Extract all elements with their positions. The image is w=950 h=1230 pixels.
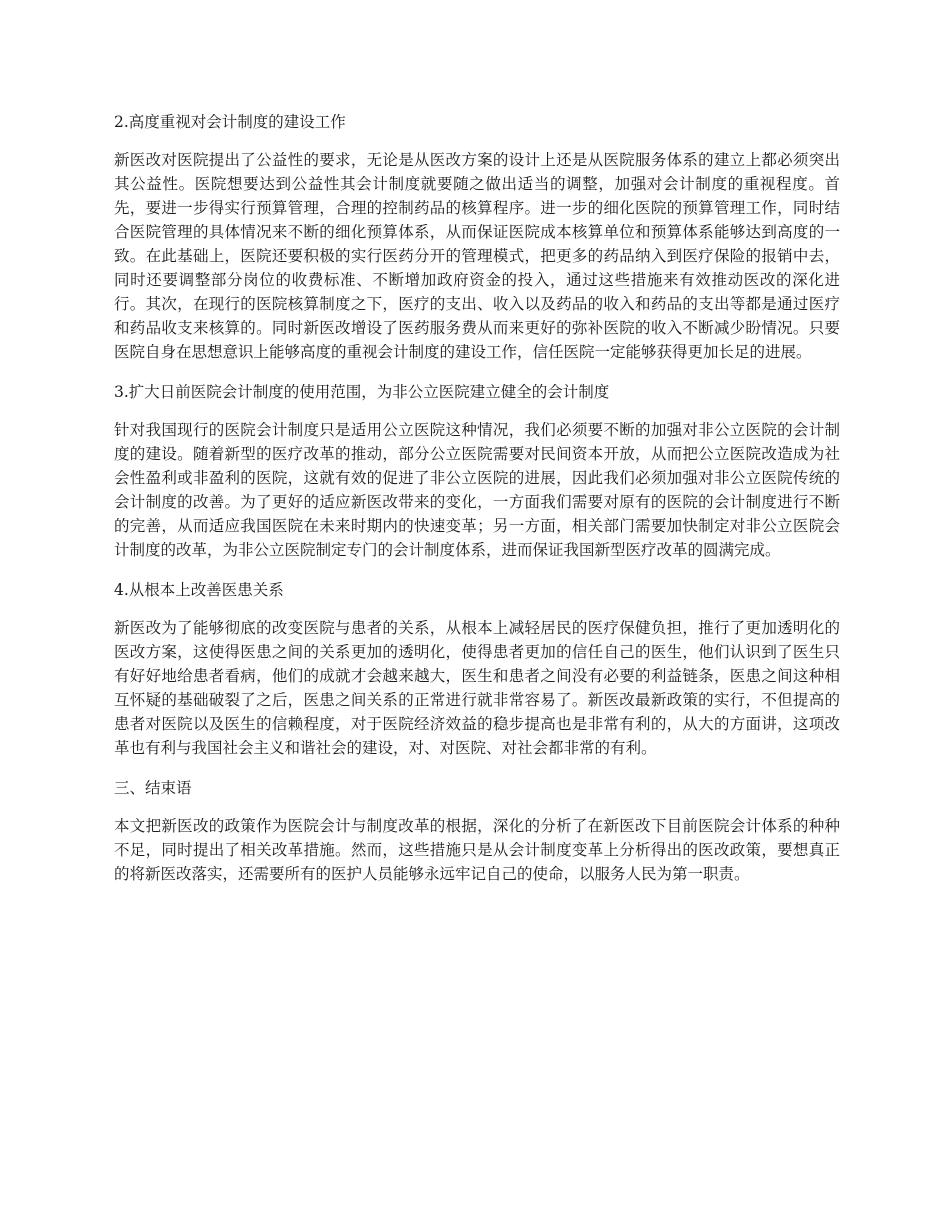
section-heading: 2.高度重视对会计制度的建设工作 (114, 113, 346, 131)
section-heading: 3.扩大日前医院会计制度的使用范围，为非公立医院建立健全的会计制度 (114, 383, 610, 401)
section-doctor-patient-relations (114, 578, 840, 760)
section-conclusion (114, 776, 840, 886)
section-accounting-system-construction (114, 110, 840, 364)
section-expand-scope (114, 380, 840, 562)
document-body (114, 110, 840, 902)
section-heading: 三、结束语 (114, 779, 192, 797)
section-paragraph: 针对我国现行的医院会计制度只是适用公立医院这种情况，我们必须要不断的加强对非公立医院的会计制度的建设。随着新型的医疗改革的推动，部分公立医院需要对民间资本开放，从而把公立医院改造成为社会性盈利或非盈利的医院，这就有效的促进了非公立医院的进展，因此我们必须加强对非公立医院传统的会计制度的改善。为了更好的适应新医改带来的变化，一方面我们需要对原有的医院的会计制度进行不断的完善，从而适应我国医院在未来时期内的快速变革；另一方面，相关部门需要加快制定对非公立医院会计制度的改革，为非公立医院制定专门的会计制度体系，进而保证我国新型医疗改革的圆满完成。 (114, 421, 840, 559)
section-paragraph: 本文把新医改的政策作为医院会计与制度改革的根据，深化的分析了在新医改下目前医院会计体系的种种不足，同时提出了相关改革措施。然而，这些措施只是从会计制度变革上分析得出的医改政策，要想真正的将新医改落实，还需要所有的医护人员能够永远牢记自己的使命，以服务人民为第一职责。 (114, 817, 840, 883)
section-paragraph: 新医改对医院提出了公益性的要求，无论是从医改方案的设计上还是从医院服务体系的建立上都必须突出其公益性。医院想要达到公益性其会计制度就要随之做出适当的调整，加强对会计制度的重视程度。首先，要进一步得实行预算管理，合理的控制药品的核算程序。进一步的细化医院的预算管理工作，同时结合医院管理的具体情况来不断的细化预算体系，从而保证医院成本核算单位和预算体系能够达到高度的一致。在此基础上，医院还要积极的实行医药分开的管理模式，把更多的药品纳入到医疗保险的报销中去，同时还要调整部分岗位的收费标准、不断增加政府资金的投入，通过这些措施来有效推动医改的深化进行。其次，在现行的医院核算制度之下，医疗的支出、收入以及药品的收入和药品的支出等都是通过医疗和药品收支来核算的。同时新医改增设了医药服务费从而来更好的弥补医院的收入不断减少盼情况。只要医院自身在思想意识上能够高度的重视会计制度的建设工作，信任医院一定能够获得更加长足的进展。 (114, 151, 840, 361)
section-heading: 4.从根本上改善医患关系 (114, 581, 284, 599)
section-paragraph: 新医改为了能够彻底的改变医院与患者的关系，从根本上减轻居民的医疗保健负担，推行了更加透明化的医改方案，这使得医患之间的关系更加的透明化，使得患者更加的信任自己的医生，他们认识到了医生只有好好地给患者看病，他们的成就才会越来越大，医生和患者之间没有必要的利益链条，医患之间这种相互怀疑的基础破裂了之后，医患之间关系的正常进行就非常容易了。新医改最新政策的实行，不但提高的患者对医院以及医生的信赖程度，对于医院经济效益的稳步提高也是非常有利的，从大的方面讲，这项改革也有利与我国社会主义和谐社会的建设，对、对医院、对社会都非常的有利。 (114, 619, 840, 757)
